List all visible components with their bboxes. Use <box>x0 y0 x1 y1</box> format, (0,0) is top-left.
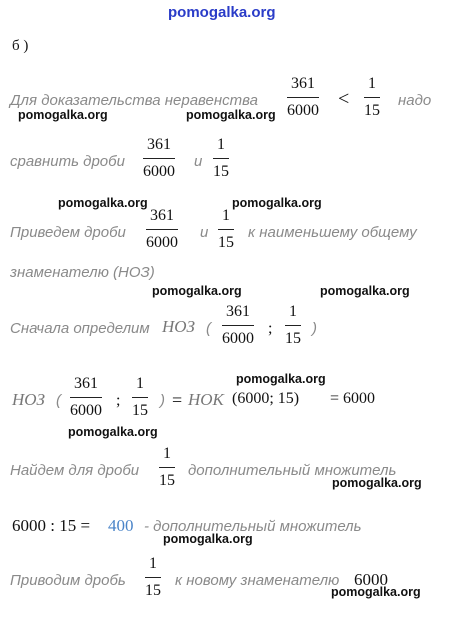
watermark: pomogalka.org <box>331 585 421 599</box>
numerator: 1 <box>217 136 225 153</box>
numerator: 361 <box>147 136 171 153</box>
line9-post: к новому знаменателю <box>175 572 340 589</box>
semicolon: ; <box>116 392 121 409</box>
fraction-1-15 <box>218 206 234 253</box>
nok-label: НОК <box>188 390 224 409</box>
denominator: 15 <box>218 234 234 251</box>
watermark: pomogalka.org <box>152 284 242 298</box>
fraction-bar <box>222 325 254 326</box>
denominator: 15 <box>213 163 229 180</box>
fraction-1-15 <box>145 554 161 601</box>
open-paren: ( <box>56 392 61 409</box>
nok-result: = 6000 <box>330 390 376 407</box>
denominator: 6000 <box>143 163 175 180</box>
watermark: pomogalka.org <box>186 108 276 122</box>
numerator: 361 <box>226 303 250 320</box>
denominator: 15 <box>145 582 161 599</box>
numerator: 361 <box>74 375 98 392</box>
line3-post: к наименьшему общему <box>248 224 417 241</box>
numerator: 361 <box>150 207 174 224</box>
fraction-bar <box>213 158 229 159</box>
less-than-sign: < <box>338 88 350 110</box>
fraction-bar <box>70 397 102 398</box>
fraction-361-6000 <box>70 374 102 421</box>
denominator: 6000 <box>146 234 178 251</box>
line2-and: и <box>194 153 203 170</box>
new-denominator: 6000 <box>354 570 388 589</box>
multiplier-result: 400 <box>108 516 134 535</box>
line3-text: Приведем дроби <box>10 224 126 241</box>
fraction-361-6000 <box>287 74 319 121</box>
line3-and: и <box>200 224 209 241</box>
fraction-361-6000 <box>222 302 254 349</box>
fraction-1-15 <box>213 135 229 182</box>
close-paren: ) <box>312 320 317 337</box>
line1-post: надо <box>398 92 432 109</box>
semicolon: ; <box>268 320 273 337</box>
denominator: 15 <box>285 330 301 347</box>
numerator: 361 <box>291 75 315 92</box>
watermark: pomogalka.org <box>18 108 108 122</box>
denominator: 15 <box>159 472 175 489</box>
watermark: pomogalka.org <box>68 425 158 439</box>
numerator: 1 <box>222 207 230 224</box>
fraction-361-6000 <box>146 206 178 253</box>
watermark: pomogalka.org <box>163 532 253 546</box>
fraction-1-15 <box>159 444 175 491</box>
numerator: 1 <box>149 555 157 572</box>
equals-sign: = <box>172 390 183 410</box>
fraction-bar <box>132 397 148 398</box>
watermark: pomogalka.org <box>320 284 410 298</box>
watermark: pomogalka.org <box>236 372 326 386</box>
site-header: pomogalka.org <box>168 4 276 21</box>
fraction-bar <box>287 97 319 98</box>
noz-label: НОЗ <box>12 390 45 409</box>
fraction-361-6000 <box>143 135 175 182</box>
close-paren: ) <box>160 392 165 409</box>
fraction-1-15 <box>132 374 148 421</box>
line7-text: Найдем для дроби <box>10 462 140 479</box>
numerator: 1 <box>163 445 171 462</box>
line4-text: знаменателю (НОЗ) <box>10 264 155 281</box>
denominator: 15 <box>132 402 148 419</box>
watermark: pomogalka.org <box>58 196 148 210</box>
fraction-bar <box>159 467 175 468</box>
fraction-bar <box>285 325 301 326</box>
fraction-bar <box>143 158 175 159</box>
line9-text: Приводим дробь <box>10 572 126 589</box>
fraction-bar <box>146 229 178 230</box>
line7-post: дополнительный множитель <box>188 462 397 479</box>
watermark: pomogalka.org <box>332 476 422 490</box>
nok-args: (6000; 15) <box>232 390 300 407</box>
line8-post: - дополнительный множитель <box>144 518 362 535</box>
fraction-1-15 <box>364 74 380 121</box>
numerator: 1 <box>136 375 144 392</box>
denominator: 15 <box>364 102 380 119</box>
fraction-1-15 <box>285 302 301 349</box>
watermark: pomogalka.org <box>232 196 322 210</box>
line2-text: сравнить дроби <box>10 153 125 170</box>
part-label: б ) <box>12 38 29 54</box>
line5-text: Сначала определим <box>10 320 150 337</box>
fraction-bar <box>364 97 380 98</box>
open-paren: ( <box>206 320 211 337</box>
line1-text: Для доказательства неравенства <box>10 92 258 109</box>
division-expr: 6000 : 15 = <box>12 516 91 535</box>
numerator: 1 <box>368 75 376 92</box>
fraction-bar <box>218 229 234 230</box>
denominator: 6000 <box>70 402 102 419</box>
fraction-bar <box>145 577 161 578</box>
noz-label: НОЗ <box>162 317 195 336</box>
denominator: 6000 <box>222 330 254 347</box>
numerator: 1 <box>289 303 297 320</box>
denominator: 6000 <box>287 102 319 119</box>
